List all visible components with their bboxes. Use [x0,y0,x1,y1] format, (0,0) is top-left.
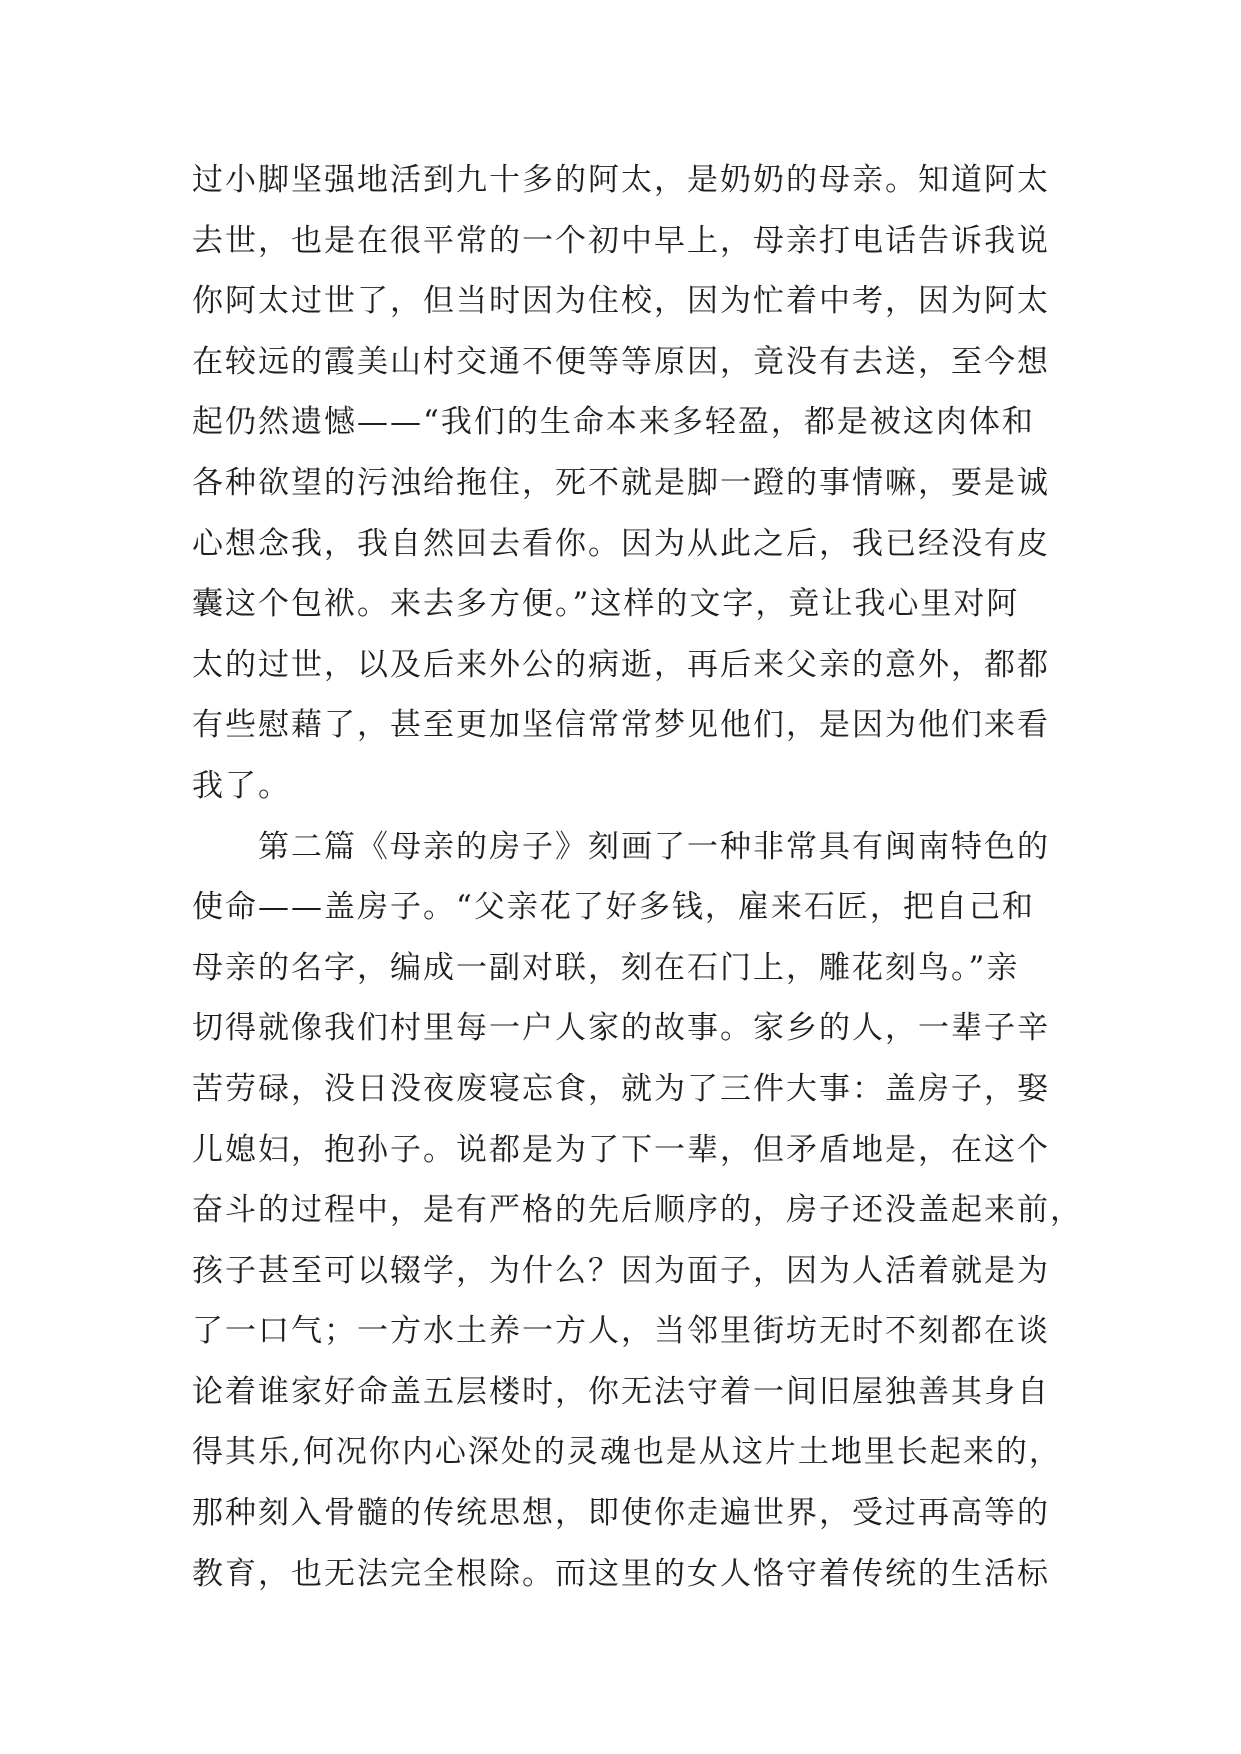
text-line: 在较远的霞美山村交通不便等等原因，竟没有去送，至今想 [192,343,1050,380]
text-line: 苦劳碌，没日没夜废寝忘食，就为了三件大事：盖房子，娶 [192,1070,1050,1107]
text-line: 各种欲望的污浊给拖住，死不就是脚一蹬的事情嘛，要是诚 [192,464,1050,501]
text-line: 你阿太过世了，但当时因为住校，因为忙着中考，因为阿太 [192,283,1050,320]
text-line: 论着谁家好命盖五层楼时，你无法守着一间旧屋独善其身自 [192,1373,1050,1410]
text-line: 教育，也无法完全根除。而这里的女人恪守着传统的生活标 [192,1555,1050,1592]
text-line: 切得就像我们村里每一户人家的故事。家乡的人，一辈子辛 [192,1010,1050,1047]
text-line: 囊这个包袱。来去多方便。”这样的文字，竟让我心里对阿 [192,586,1020,623]
text-line: 孩子甚至可以辍学，为什么？因为面子，因为人活着就是为 [192,1252,1050,1289]
body-text [192,150,1083,1604]
text-line: 得其乐,何况你内心深处的灵魂也是从这片土地里长起来的， [192,1434,1062,1471]
text-line: 有些慰藉了，甚至更加坚信常常梦见他们，是因为他们来看 [192,707,1050,744]
text-line: 去世，也是在很平常的一个初中早上，母亲打电话告诉我说 [192,222,1050,259]
text-line: 过小脚坚强地活到九十多的阿太，是奶奶的母亲。知道阿太 [192,162,1050,198]
text-line: 起仍然遗憾——“我们的生命本来多轻盈，都是被这肉体和 [192,404,1035,441]
text-line: 使命——盖房子。“父亲花了好多钱，雇来石匠，把自己和 [192,889,1035,926]
text-line: 儿媳妇，抱孙子。说都是为了下一辈，但矛盾地是，在这个 [192,1131,1050,1168]
text-line: 那种刻入骨髓的传统思想，即使你走遍世界，受过再高等的 [192,1495,1050,1532]
text-line: 我了。 [192,767,291,804]
text-line: 第二篇《母亲的房子》刻画了一种非常具有闽南特色的 [192,828,1050,865]
text-line: 心想念我，我自然回去看你。因为从此之后，我已经没有皮 [192,525,1050,562]
text-line: 奋斗的过程中，是有严格的先后顺序的，房子还没盖起来前， [192,1192,1083,1229]
text-line: 母亲的名字，编成一副对联，刻在石门上，雕花刻鸟。”亲 [192,949,1020,986]
text-line: 太的过世，以及后来外公的病逝，再后来父亲的意外，都都 [192,646,1050,683]
text-line: 了一口气；一方水土养一方人，当邻里街坊无时不刻都在谈 [192,1313,1050,1350]
